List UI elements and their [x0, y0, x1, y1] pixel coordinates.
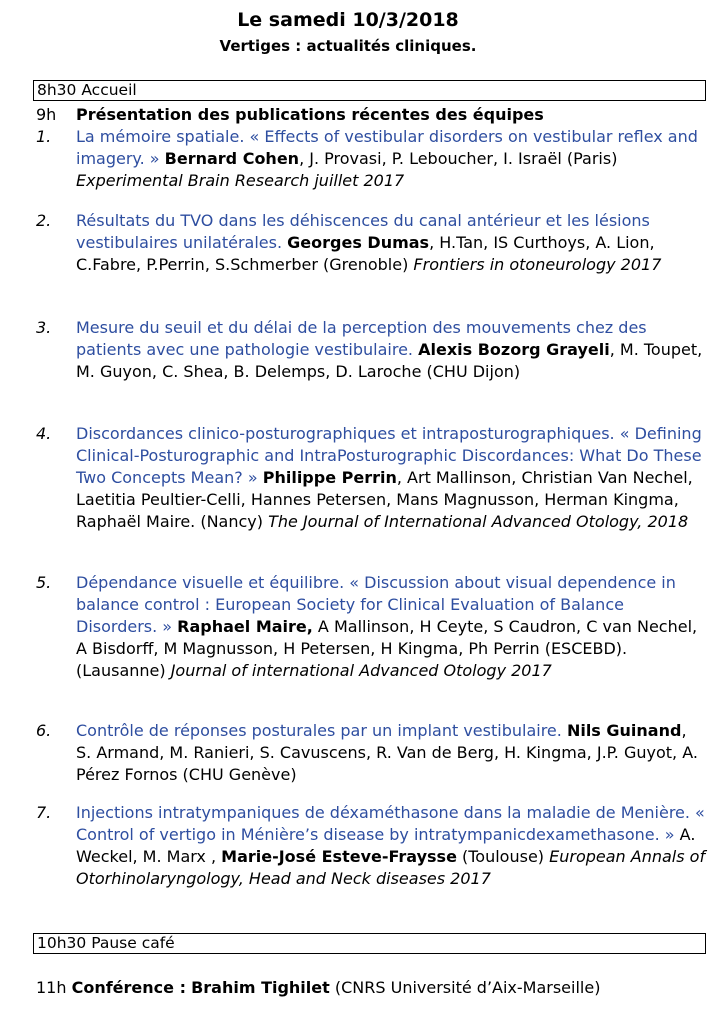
co-authors-before: A. Weckel, M. Marx , [76, 825, 696, 866]
publication-title: La mémoire spatiale. « Effects of vestibular disorders on vestibular reflex and imagery. » [76, 127, 698, 168]
accueil-row: 8h30 Accueil [33, 80, 706, 101]
publication-item [36, 720, 716, 786]
pause-row: 10h30 Pause café [33, 933, 706, 954]
co-authors: , J. Provasi, P. Leboucher, I. Israël (Paris) [299, 149, 618, 168]
page-title: Le samedi 10/3/2018 [237, 9, 459, 31]
lead-author: Alexis Bozorg Grayeli [418, 340, 610, 359]
conference-affiliation: (CNRS Université d’Aix-Marseille) [329, 978, 601, 997]
publication-item [36, 126, 716, 192]
page-subtitle: Vertiges : actualités cliniques. [219, 37, 477, 55]
lead-author: Raphael Maire, [177, 617, 313, 636]
co-authors: , H.Tan, IS Curthoys, A. Lion, C.Fabre, P.Perrin, S.Schmerber (Grenoble) [76, 233, 655, 274]
co-authors: , Art Mallinson, Christian Van Nechel, Laetitia Peultier-Celli, Hannes Petersen, Mans Magnusson, Herman Kingma, Raphaël Maire. (Nancy) [76, 468, 693, 531]
publication-item [36, 423, 716, 533]
publication-item [36, 802, 716, 890]
lead-author: Georges Dumas [287, 233, 430, 252]
publication-number: 1. [36, 127, 52, 146]
lead-author: Marie-José Esteve-Fraysse [221, 847, 457, 866]
co-authors: , S. Armand, M. Ranieri, S. Cavuscens, R. Van de Berg, H. Kingma, J.P. Guyot, A. Pérez Fornos (CHU Genève) [76, 721, 698, 784]
session-header [36, 104, 716, 126]
publication-number: 2. [36, 211, 52, 230]
publication-title: Injections intratympaniques de déxaméthasone dans la maladie de Menière. « Control of vertigo in Ménière’s disease by intratympanicdexamethasone. » [76, 803, 705, 844]
conference-label: Conférence : [71, 978, 186, 997]
journal: European Annals of Otorhinolaryngology, Head and Neck diseases 2017 [76, 847, 706, 888]
publication-title: Mesure du seuil et du délai de la perception des mouvements chez des patients avec une pathologie vestibulaire. [76, 318, 647, 359]
publication-number: 4. [36, 424, 52, 443]
lead-author: Bernard Cohen [164, 149, 300, 168]
co-authors: (Toulouse) [456, 847, 550, 866]
conference-speaker: Brahim Tighilet [191, 978, 330, 997]
publication-title: Dépendance visuelle et équilibre. « Discussion about visual dependence in balance control : European Society for Clinical Evaluation of Balance Disorders. » [76, 573, 676, 636]
publication-number: 7. [36, 803, 52, 822]
publication-item [36, 572, 716, 682]
publication-title: Résultats du TVO dans les déhiscences du canal antérieur et les lésions vestibulaires unilatérales. [76, 211, 650, 252]
publication-item [36, 210, 716, 276]
lead-author: Philippe Perrin [262, 468, 397, 487]
co-authors: A Mallinson, H Ceyte, S Caudron, C van Nechel, A Bisdorff, M Magnusson, H Petersen, H Kingma, Ph Perrin (ESCEBD). (Lausanne) [76, 617, 698, 680]
session-label: Présentation des publications récentes des équipes [76, 105, 544, 124]
journal: Journal of international Advanced Otology 2017 [170, 661, 552, 680]
publication-item [36, 317, 716, 383]
publication-title: Discordances clinico-posturographiques et intraposturographiques. « Defining Clinical-Posturographic and IntraPosturographic Discordances: What Do These Two Concepts Mean? » [76, 424, 702, 487]
journal: Experimental Brain Research juillet 2017 [76, 171, 405, 190]
journal: Frontiers in otoneurology 2017 [413, 255, 662, 274]
session-time: 9h [36, 105, 57, 124]
lead-author: Nils Guinand [566, 721, 682, 740]
publication-number: 3. [36, 318, 52, 337]
publication-number: 5. [36, 573, 52, 592]
co-authors: , M. Toupet, M. Guyon, C. Shea, B. Delemps, D. Laroche (CHU Dijon) [76, 340, 703, 381]
publication-number: 6. [36, 721, 52, 740]
conference-row [36, 977, 716, 999]
publication-title: Contrôle de réponses posturales par un implant vestibulaire. [76, 721, 562, 740]
journal: The Journal of International Advanced Otology, 2018 [268, 512, 689, 531]
conference-time: 11h [36, 978, 67, 997]
